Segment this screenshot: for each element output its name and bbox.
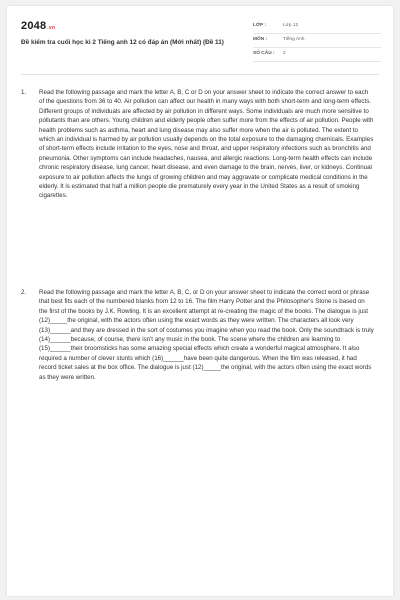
meta-label: SỐ CÂU : — [253, 51, 275, 56]
question-text: Read the following passage and mark the letter A, B, C, or D on your answer sheet to indicate the correct word or phrase that best fits each of the numbered blanks from 12 to 16. The film Harry Potter and the Philosopher's Stone is based on the first of the books by J.K. Rowling. It is an excellent attempt at re-creating the magic of the books. The dialogue is just (12)_____the original, with the actors often using the exact words as they were written. The characters all look very (13)______and they are dressed in the sort of costumes you imagine when you read the book. Only the soundtrack is truly (14)______because, of course, there isn't any music in the book. The scene where the children are learning to (15)______their broomsticks has some amazing special effects which create a wonderful magical atmosphere. It also required a number of clever stunts which (16)______have been quite dangerous. When the film was released, it had record ticket sales at the box office. The dialogue is just (12)_____the original, with the actors often using the exact words as they were written. — [39, 289, 374, 381]
logo-text: 2048 — [21, 20, 47, 32]
document-meta — [253, 20, 381, 62]
question-text: Read the following passage and mark the letter A, B, C or D on your answer sheet to indicate the correct answer to each of the questions from 36 to 40. Air pollution can affect our health in many ways with both short-term and long-term effects. Different groups of individuals are affected by air pollution in different ways. Some individuals are much more sensitive to pollutants than are others. Young children and elderly people often suffer more from the effects of air pollution. People with health problems such as asthma, heart and lung disease may also suffer more when the air is polluted. The extent to which an individual is harmed by air pollution usually depends on the total exposure to the damaging chemicals. Examples of short-term effects include irritation to the eyes, nose and throat, and upper respiratory infections such as bronchitis and pneumonia. Other symptoms can include headaches, nausea, and allergic reactions. Long-term health effects can include chronic respiratory disease, lung cancer, heart disease, and even damage to the brain, nerves, liver, or kidneys. Continual exposure to air pollution affects the lungs of growing children and may aggravate or complicate medical conditions in the elderly. It is estimated that half a million people die prematurely every year in the United States as a result of smoking cigarettes. — [39, 89, 374, 200]
logo-domain: .vn — [47, 25, 56, 31]
header-divider — [21, 74, 379, 75]
meta-value: Tiếng Anh — [283, 37, 305, 42]
document-page — [7, 6, 393, 596]
meta-row-question-count — [253, 48, 381, 62]
document-header — [7, 6, 393, 66]
meta-value: Lớp 12 — [283, 23, 299, 28]
meta-row-subject — [253, 34, 381, 48]
meta-row-class — [253, 20, 381, 34]
document-title: Đề kiểm tra cuối học kì 2 Tiếng anh 12 có đáp án (Mới nhất) (Đề 11) — [21, 39, 224, 46]
meta-label: LỚP : — [253, 23, 267, 28]
question-number: 2. — [21, 289, 27, 296]
site-logo[interactable] — [21, 20, 55, 32]
question-number: 1. — [21, 89, 27, 96]
meta-label: MÔN : — [253, 37, 268, 42]
meta-value: 2 — [283, 51, 286, 56]
